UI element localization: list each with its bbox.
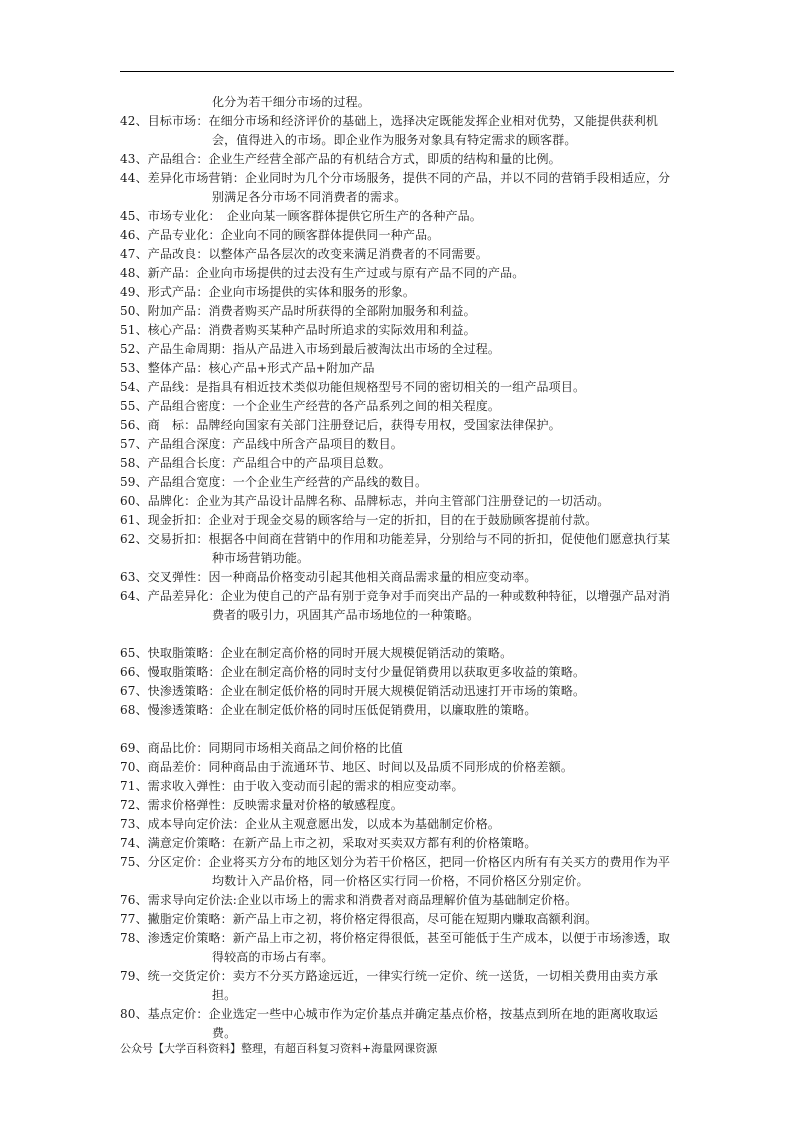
glossary-entry xyxy=(120,644,676,663)
glossary-entry xyxy=(120,834,676,853)
entry-number: 42、 xyxy=(120,114,148,128)
entry-number: 61、 xyxy=(120,513,148,527)
entry-text: 满意定价策略：在新产品上市之初，采取对买卖双方都有利的价格策略。 xyxy=(147,836,537,850)
entry-number: 65、 xyxy=(120,646,148,660)
entry-number: 44、 xyxy=(120,171,148,185)
entry-text: 产品改良：以整体产品各层次的改变来满足消费者的不同需要。 xyxy=(147,247,488,261)
glossary-list xyxy=(120,112,676,1043)
glossary-entry xyxy=(120,264,676,283)
entry-number: 57、 xyxy=(120,437,148,451)
entry-number: 64、 xyxy=(120,589,148,603)
glossary-entry xyxy=(120,150,676,169)
entry-text: 商品比价：同期同市场相关商品之间价格的比值 xyxy=(147,741,403,755)
glossary-entry xyxy=(120,530,676,568)
entry-text: 差异化市场营销：企业同时为几个分市场服务，提供不同的产品，并以不同的营销手段相适应，分别满足各分市场不同消费者的需求。 xyxy=(147,171,671,204)
entry-number: 58、 xyxy=(120,456,148,470)
entry-text: 产品线：是指具有相近技术类似功能但规格型号不同的密切相关的一组产品项目。 xyxy=(147,380,586,394)
entry-text: 慢取脂策略：企业在制定高价格的同时支付少量促销费用以获取更多收益的策略。 xyxy=(147,665,586,679)
document-body xyxy=(120,93,676,1043)
entry-number: 76、 xyxy=(120,893,148,907)
glossary-entry xyxy=(120,891,676,910)
entry-number: 52、 xyxy=(120,342,148,356)
entry-number: 62、 xyxy=(120,532,148,546)
glossary-entry xyxy=(120,1005,676,1043)
header-rule xyxy=(120,71,674,72)
glossary-entry xyxy=(120,397,676,416)
entry-text: 分区定价：企业将买方分布的地区划分为若干价格区，把同一价格区内所有有关买方的费用作为平均数计入产品价格，同一价格区实行同一价格，不同价格区分别定价。 xyxy=(147,855,671,888)
glossary-entry xyxy=(120,321,676,340)
entry-number: 74、 xyxy=(120,836,148,850)
entry-number: 51、 xyxy=(120,323,148,337)
entry-text: 需求导向定价法:企业以市场上的需求和消费者对商品理解价值为基础制定价格。 xyxy=(147,893,578,907)
glossary-entry xyxy=(120,245,676,264)
footer-note: 公众号【大学百科资料】整理，有超百科复习资料+海量网课资源 xyxy=(120,1042,438,1055)
glossary-entry xyxy=(120,416,676,435)
glossary-entry xyxy=(120,340,676,359)
glossary-entry xyxy=(120,739,676,758)
glossary-entry xyxy=(120,929,676,967)
entry-number: 72、 xyxy=(120,798,148,812)
glossary-entry xyxy=(120,568,676,587)
glossary-entry xyxy=(120,701,676,720)
entry-number: 50、 xyxy=(120,304,148,318)
glossary-entry xyxy=(120,853,676,891)
glossary-entry xyxy=(120,435,676,454)
entry-text: 市场专业化： 企业向某一顾客群体提供它所生产的各种产品。 xyxy=(147,209,482,223)
entry-text: 新产品：企业向市场提供的过去没有生产过或与原有产品不同的产品。 xyxy=(147,266,525,280)
entry-text: 产品组合密度：一个企业生产经营的各产品系列之间的相关程度。 xyxy=(147,399,501,413)
glossary-entry xyxy=(120,473,676,492)
glossary-entry xyxy=(120,169,676,207)
entry-text: 快取脂策略：企业在制定高价格的同时开展大规模促销活动的策略。 xyxy=(147,646,513,660)
entry-number: 60、 xyxy=(120,494,148,508)
entry-number: 80、 xyxy=(120,1007,148,1021)
entry-number: 54、 xyxy=(120,380,148,394)
entry-number: 77、 xyxy=(120,912,148,926)
entry-number: 67、 xyxy=(120,684,148,698)
entry-text: 快渗透策略：企业在制定低价格的同时开展大规模促销活动迅速打开市场的策略。 xyxy=(147,684,586,698)
entry-text: 统一交货定价：卖方不分买方路途远近，一律实行统一定价、统一送货，一切相关费用由卖方承担。 xyxy=(147,969,659,1002)
entry-text: 产品专业化：企业向不同的顾客群体提供同一种产品。 xyxy=(147,228,440,242)
glossary-entry xyxy=(120,796,676,815)
glossary-entry xyxy=(120,378,676,397)
glossary-entry xyxy=(120,663,676,682)
glossary-entry xyxy=(120,815,676,834)
entry-text: 渗透定价策略：新产品上市之初，将价格定得很低，甚至可能低于生产成本，以便于市场渗透，取得较高的市场占有率。 xyxy=(147,931,671,964)
glossary-entry xyxy=(120,492,676,511)
entry-number: 47、 xyxy=(120,247,148,261)
entry-text: 需求收入弹性：由于收入变动而引起的需求的相应变动率。 xyxy=(147,779,464,793)
entry-text: 商 标：品牌经向国家有关部门注册登记后，获得专用权，受国家法律保护。 xyxy=(147,418,561,432)
continuation-text: 化分为若干细分市场的过程。 xyxy=(212,95,370,109)
entry-text: 形式产品：企业向市场提供的实体和服务的形象。 xyxy=(147,285,416,299)
entry-number: 73、 xyxy=(120,817,148,831)
entry-text: 需求价格弹性：反映需求量对价格的敏感程度。 xyxy=(147,798,403,812)
glossary-entry xyxy=(120,587,676,625)
glossary-entry xyxy=(120,511,676,530)
entry-number: 69、 xyxy=(120,741,148,755)
entry-number: 70、 xyxy=(120,760,148,774)
entry-number: 66、 xyxy=(120,665,148,679)
entry-number: 53、 xyxy=(120,361,148,375)
entry-number: 43、 xyxy=(120,152,148,166)
entry-number: 49、 xyxy=(120,285,148,299)
entry-text: 整体产品：核心产品+形式产品+附加产品 xyxy=(147,361,375,375)
glossary-entry xyxy=(120,682,676,701)
entry-number: 79、 xyxy=(120,969,148,983)
entry-text: 目标市场：在细分市场和经济评价的基础上，选择决定既能发挥企业相对优势，又能提供获利机会，值得进入的市场。即企业作为服务对象具有特定需求的顾客群。 xyxy=(147,114,659,147)
entry-number: 55、 xyxy=(120,399,148,413)
entry-number: 48、 xyxy=(120,266,148,280)
entry-text: 基点定价：企业选定一些中心城市作为定价基点并确定基点价格，按基点到所在地的距离收取运费。 xyxy=(147,1007,659,1040)
glossary-entry xyxy=(120,967,676,1005)
entry-text: 品牌化：企业为其产品设计品牌名称、品牌标志，并向主管部门注册登记的一切活动。 xyxy=(147,494,610,508)
entry-number: 78、 xyxy=(120,931,148,945)
glossary-entry xyxy=(120,112,676,150)
entry-text: 商品差价：同种商品由于流通环节、地区、时间以及品质不同形成的价格差额。 xyxy=(147,760,573,774)
entry-number: 63、 xyxy=(120,570,148,584)
glossary-entry xyxy=(120,758,676,777)
entry-text: 产品差异化：企业为使自己的产品有别于竞争对手而突出产品的一种或数种特征，以增强产品对消费者的吸引力，巩固其产品市场地位的一种策略。 xyxy=(147,589,671,622)
section-gap xyxy=(120,625,676,644)
glossary-entry xyxy=(120,359,676,378)
glossary-entry xyxy=(120,454,676,473)
entry-text: 交易折扣：根据各中间商在营销中的作用和功能差异，分别给与不同的折扣，促使他们愿意执行某种市场营销功能。 xyxy=(147,532,671,565)
entry-number: 71、 xyxy=(120,779,148,793)
section-gap xyxy=(120,720,676,739)
glossary-entry xyxy=(120,207,676,226)
entry-number: 59、 xyxy=(120,475,148,489)
entry-text: 产品生命周期：指从产品进入市场到最后被淘汰出市场的全过程。 xyxy=(147,342,501,356)
entry-text: 慢渗透策略：企业在制定低价格的同时压低促销费用，以廉取胜的策略。 xyxy=(147,703,537,717)
entry-number: 68、 xyxy=(120,703,148,717)
glossary-entry xyxy=(120,283,676,302)
entry-text: 产品组合深度：产品线中所含产品项目的数目。 xyxy=(147,437,403,451)
entry-number: 56、 xyxy=(120,418,148,432)
glossary-entry xyxy=(120,226,676,245)
entry-text: 产品组合长度：产品组合中的产品项目总数。 xyxy=(147,456,391,470)
entry-number: 45、 xyxy=(120,209,148,223)
glossary-entry xyxy=(120,777,676,796)
entry-text: 核心产品：消费者购买某种产品时所追求的实际效用和利益。 xyxy=(147,323,476,337)
entry-number: 75、 xyxy=(120,855,148,869)
glossary-entry xyxy=(120,910,676,929)
entry-text: 附加产品：消费者购买产品时所获得的全部附加服务和利益。 xyxy=(147,304,476,318)
entry-text: 交叉弹性：因一种商品价格变动引起其他相关商品需求量的相应变动率。 xyxy=(147,570,537,584)
entry-text: 成本导向定价法：企业从主观意愿出发，以成本为基础制定价格。 xyxy=(147,817,501,831)
entry-text: 撇脂定价策略：新产品上市之初，将价格定得很高，尽可能在短期内赚取高额利润。 xyxy=(147,912,598,926)
glossary-entry xyxy=(120,302,676,321)
entry-text: 产品组合宽度：一个企业生产经营的产品线的数目。 xyxy=(147,475,428,489)
entry-text: 产品组合：企业生产经营全部产品的有机结合方式，即质的结构和量的比例。 xyxy=(147,152,561,166)
entry-text: 现金折扣：企业对于现金交易的顾客给与一定的折扣，目的在于鼓励顾客提前付款。 xyxy=(147,513,598,527)
entry-number: 46、 xyxy=(120,228,148,242)
